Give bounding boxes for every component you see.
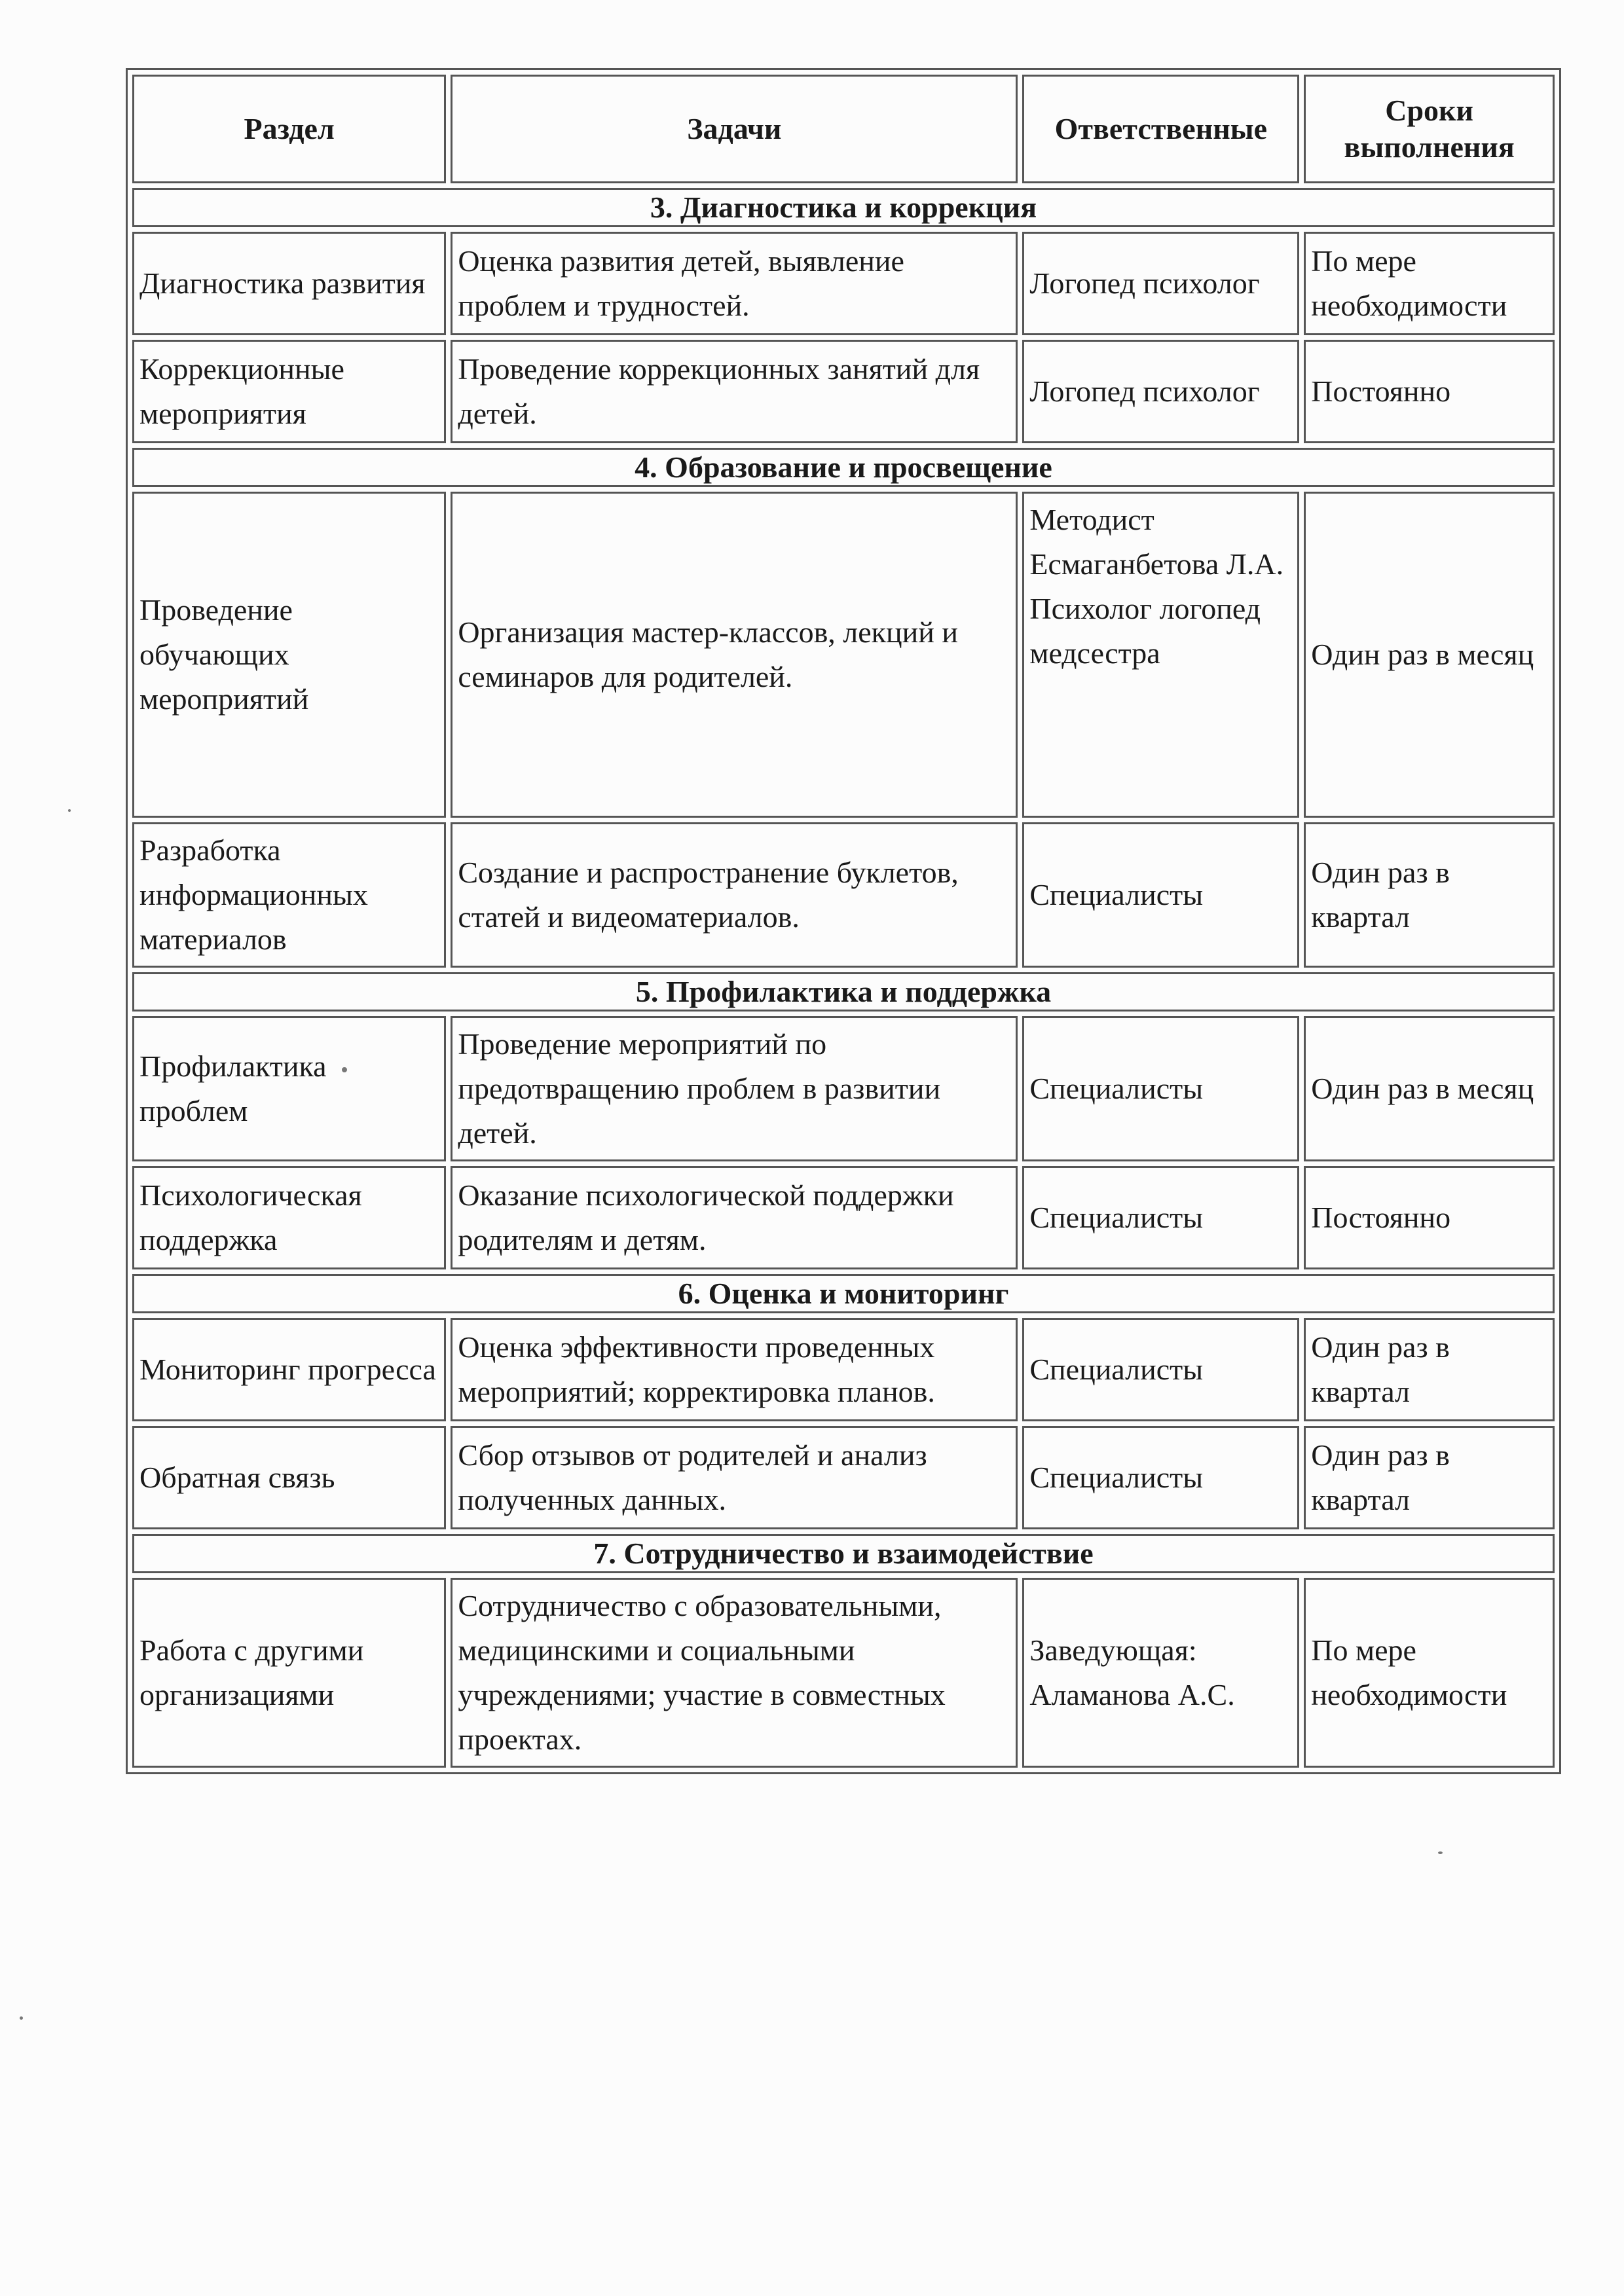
cell-section: Проведение обучающих мероприятий bbox=[132, 492, 446, 818]
group-title: 5. Профилактика и поддержка bbox=[132, 972, 1555, 1011]
table-row bbox=[132, 340, 1555, 443]
group-title: 7. Сотрудничество и взаимодействие bbox=[132, 1534, 1555, 1573]
cell-responsible: Методист Есмаганбетова Л.А. Психолог логопед медсестра bbox=[1022, 492, 1299, 818]
cell-section: Разработка информационных материалов bbox=[132, 822, 446, 968]
scan-speck bbox=[68, 809, 71, 812]
cell-section: Психологическая поддержка bbox=[132, 1166, 446, 1269]
group-title-row bbox=[132, 1534, 1555, 1573]
scan-speck bbox=[342, 1067, 347, 1072]
group-title-row bbox=[132, 188, 1555, 227]
cell-section: Профилактика проблем bbox=[132, 1016, 446, 1161]
cell-responsible: Специалисты bbox=[1022, 1318, 1299, 1421]
cell-section: Диагностика развития bbox=[132, 232, 446, 335]
table-row bbox=[132, 1318, 1555, 1421]
cell-responsible: Специалисты bbox=[1022, 1016, 1299, 1161]
cell-tasks: Оценка эффективности проведенных мероприятий; корректировка планов. bbox=[451, 1318, 1018, 1421]
table-row bbox=[132, 1166, 1555, 1269]
header-row bbox=[132, 75, 1555, 183]
cell-deadline: Один раз в месяц bbox=[1304, 1016, 1555, 1161]
table-row bbox=[132, 492, 1555, 818]
cell-deadline: Один раз в квартал bbox=[1304, 822, 1555, 968]
cell-section: Коррекционные мероприятия bbox=[132, 340, 446, 443]
table-row bbox=[132, 1016, 1555, 1161]
header-tasks: Задачи bbox=[451, 75, 1018, 183]
cell-responsible: Логопед психолог bbox=[1022, 340, 1299, 443]
plan-table bbox=[126, 68, 1561, 1774]
cell-responsible: Заведующая: Аламанова А.С. bbox=[1022, 1578, 1299, 1768]
cell-responsible: Логопед психолог bbox=[1022, 232, 1299, 335]
cell-tasks: Организация мастер-классов, лекций и семинаров для родителей. bbox=[451, 492, 1018, 818]
table-row bbox=[132, 232, 1555, 335]
cell-tasks: Оказание психологической поддержки родителям и детям. bbox=[451, 1166, 1018, 1269]
group-title: 4. Образование и просвещение bbox=[132, 448, 1555, 487]
cell-responsible: Специалисты bbox=[1022, 822, 1299, 968]
group-title-row bbox=[132, 1274, 1555, 1313]
header-responsible: Ответственные bbox=[1022, 75, 1299, 183]
cell-section: Обратная связь bbox=[132, 1426, 446, 1529]
table-row bbox=[132, 1578, 1555, 1768]
scan-speck bbox=[20, 2016, 23, 2020]
group-title: 3. Диагностика и коррекция bbox=[132, 188, 1555, 227]
group-title-row bbox=[132, 972, 1555, 1011]
cell-deadline: Один раз в квартал bbox=[1304, 1318, 1555, 1421]
cell-tasks: Оценка развития детей, выявление проблем и трудностей. bbox=[451, 232, 1018, 335]
scan-speck bbox=[1438, 1851, 1443, 1854]
table-row bbox=[132, 822, 1555, 968]
table-row bbox=[132, 1426, 1555, 1529]
cell-deadline: Постоянно bbox=[1304, 1166, 1555, 1269]
cell-tasks: Создание и распространение буклетов, статей и видеоматериалов. bbox=[451, 822, 1018, 968]
cell-deadline: Один раз в квартал bbox=[1304, 1426, 1555, 1529]
header-deadline: Сроки выполнения bbox=[1304, 75, 1555, 183]
cell-deadline: Один раз в месяц bbox=[1304, 492, 1555, 818]
cell-tasks: Проведение мероприятий по предотвращению проблем в развитии детей. bbox=[451, 1016, 1018, 1161]
cell-responsible: Специалисты bbox=[1022, 1166, 1299, 1269]
cell-deadline: Постоянно bbox=[1304, 340, 1555, 443]
header-section: Раздел bbox=[132, 75, 446, 183]
cell-section: Работа с другими организациями bbox=[132, 1578, 446, 1768]
cell-deadline: По мере необходимости bbox=[1304, 1578, 1555, 1768]
cell-responsible: Специалисты bbox=[1022, 1426, 1299, 1529]
cell-tasks: Проведение коррекционных занятий для детей. bbox=[451, 340, 1018, 443]
group-title-row bbox=[132, 448, 1555, 487]
cell-tasks: Сбор отзывов от родителей и анализ полученных данных. bbox=[451, 1426, 1018, 1529]
cell-deadline: По мере необходимости bbox=[1304, 232, 1555, 335]
group-title: 6. Оценка и мониторинг bbox=[132, 1274, 1555, 1313]
cell-section: Мониторинг прогресса bbox=[132, 1318, 446, 1421]
cell-tasks: Сотрудничество с образовательными, медицинскими и социальными учреждениями; участие в совместных проектах. bbox=[451, 1578, 1018, 1768]
